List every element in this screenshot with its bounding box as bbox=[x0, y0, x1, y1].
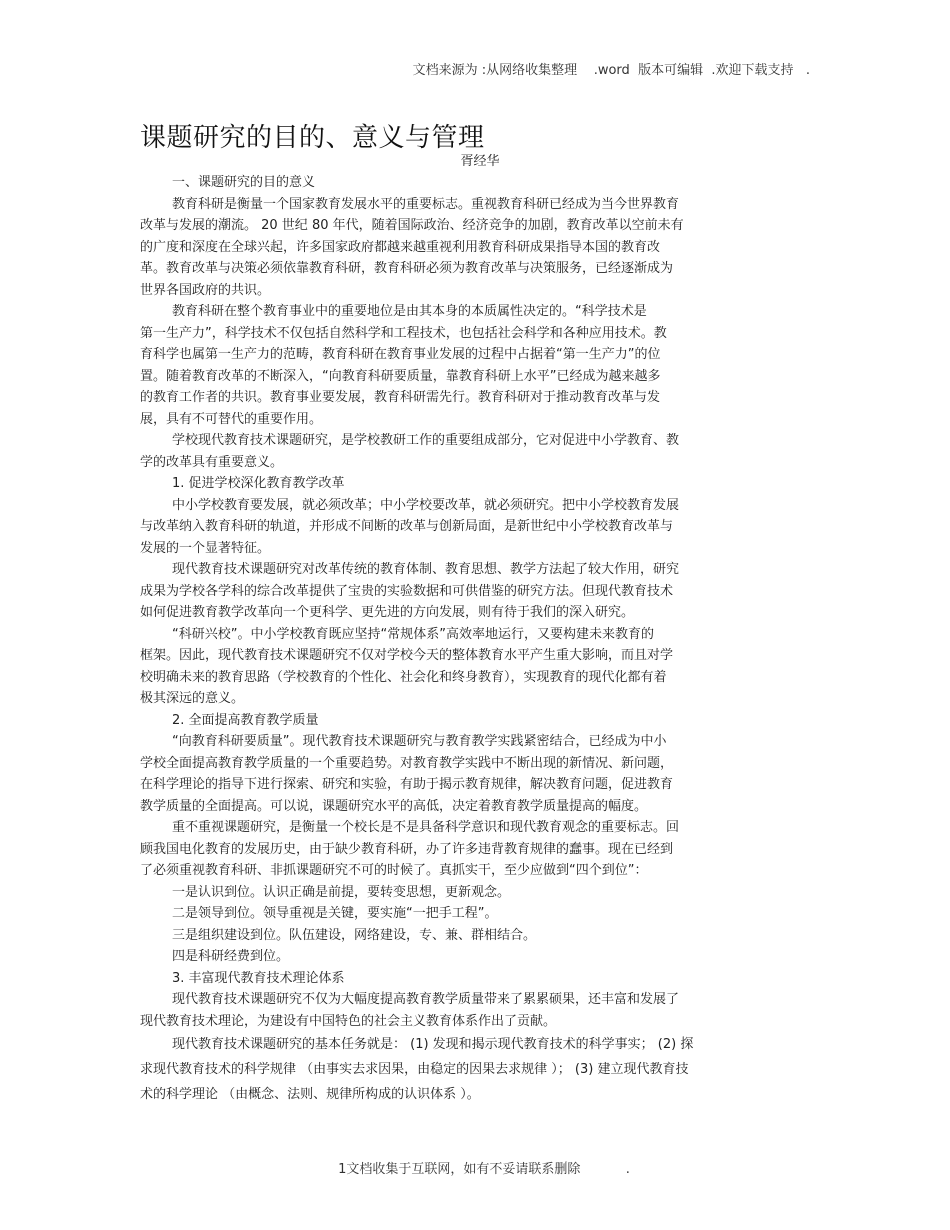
paragraph-line: 现代教育技术课题研究的基本任务就是： (1) 发现和揭示现代教育技术的科学事实； (2) 探 bbox=[172, 1037, 694, 1052]
paragraph-line: 框架。因此，现代教育技术课题研究不仅对学校今天的整体教育水平产生重大影响，而且对学 bbox=[140, 648, 674, 663]
final-paragraph bbox=[140, 1032, 740, 1107]
body-text bbox=[140, 172, 740, 1107]
subsection-heading: 1. 促进学校深化教育教学改革 bbox=[172, 476, 345, 491]
page-header: 文档来源为 :从网络收集整理 .word 版本可编辑 .欢迎下载支持 . bbox=[412, 63, 810, 78]
list-item: 四是科研经费到位。 bbox=[172, 949, 290, 964]
list-item: 三是组织建设到位。队伍建设，网络建设，专、兼、群相结合。 bbox=[172, 927, 537, 943]
paragraph-line: 求现代教育技术的科学规律 （由事实去求因果，由稳定的因果去求规律 ）； (3) 建立现代教育技 bbox=[140, 1062, 689, 1077]
paragraph-line: 革。教育改革与决策必须依靠教育科研，教育科研必须为教育改革与决策服务，已经逐渐成为 bbox=[140, 261, 674, 276]
paragraph-line: 与改革纳入教育科研的轨道，并形成不间断的改革与创新局面，是新世纪中小学校教育改革与 bbox=[140, 519, 674, 534]
paragraph-line: 顾我国电化教育的发展历史，由于缺少教育科研，办了许多违背教育规律的蠢事。现在已经到 bbox=[140, 841, 674, 857]
paragraph-line: 术的科学理论 （由概念、法则、规律所构成的认识体系 ）。 bbox=[140, 1087, 480, 1102]
paragraph-line: 育科学也属第一生产力的范畴，教育科研在教育事业发展的过程中占据着“第一生产力”的位 bbox=[140, 347, 661, 362]
document-title: 课题研究的目的、意义与管理 bbox=[140, 123, 485, 153]
paragraph-line: 教学质量的全面提高。可以说，课题研究水平的高低，决定着教育教学质量提高的幅度。 bbox=[140, 798, 648, 814]
paragraph-line: 的教育工作者的共识。教育事业要发展，教育科研需先行。教育科研对于推动教育改革与发 bbox=[140, 390, 661, 405]
paragraph-line: 学校全面提高教育教学质量的一个重要趋势。对教育教学实践中不断出现的新情况、新问题， bbox=[140, 755, 674, 771]
paragraph-line: 现代教育技术课题研究对改革传统的教育体制、教育思想、教学方法起了较大作用，研究 bbox=[172, 562, 680, 577]
paragraph-line: 教育科研在整个教育事业中的重要地位是由其本身的本质属性决定的。“科学技术是 bbox=[172, 304, 647, 319]
paragraph-line: 在科学理论的指导下进行探索、研究和实验，有助于揭示教育规律，解决教育问题，促进教育 bbox=[140, 777, 674, 792]
author: 胥经华 bbox=[460, 154, 500, 169]
section-heading: 一、课题研究的目的意义 bbox=[172, 175, 316, 190]
list-item: 一是认识到位。认识正确是前提，要转变思想，更新观念。 bbox=[172, 884, 511, 900]
paragraph-line: 现代教育技术课题研究不仅为大幅度提高教育教学质量带来了累累硕果，还丰富和发展了 bbox=[172, 992, 680, 1007]
paragraph-line: 中小学校教育要发展，就必须改革；中小学校要改革，就必须研究。把中小学校教育发展 bbox=[172, 497, 680, 513]
paragraph-line: 学的改革具有重要意义。 bbox=[140, 454, 284, 470]
subsection-heading: 2. 全面提高教育教学质量 bbox=[172, 712, 319, 728]
paragraph-line: 第一生产力”，科学技术不仅包括自然科学和工程技术，也包括社会科学和各种应用技术。教 bbox=[140, 325, 667, 341]
paragraph-line: 现代教育技术理论，为建设有中国特色的社会主义教育体系作出了贡献。 bbox=[140, 1013, 557, 1029]
list-item: 二是领导到位。领导重视是关键，要实施“一把手工程”。 bbox=[172, 906, 498, 921]
paragraph-line: 重不重视课题研究，是衡量一个校长是不是具备科学意识和现代教育观念的重要标志。回 bbox=[172, 820, 680, 835]
paragraph-line: 展，具有不可替代的重要作用。 bbox=[140, 411, 323, 427]
subsection-heading: 3. 丰富现代教育技术理论体系 bbox=[172, 970, 345, 986]
paragraph-line: 世界各国政府的共识。 bbox=[140, 282, 271, 298]
paragraph-line: 校明确未来的教育思路（学校教育的个性化、社会化和终身教育），实现教育的现代化都有着 bbox=[140, 669, 667, 685]
paragraph-line: 极其深远的意义。 bbox=[140, 691, 245, 706]
paragraph-line: “科研兴校”。中小学校教育既应坚持“常规体系”高效率地运行，又要构建未来教育的 bbox=[172, 626, 654, 642]
paragraph-line: 了必须重视教育科研、非抓课题研究不可的时候了。真抓实干，至少应做到“四个到位”： bbox=[140, 863, 648, 878]
paragraph-line: 学校现代教育技术课题研究，是学校教研工作的重要组成部分，它对促进中小学教育、教 bbox=[172, 433, 680, 448]
page-footer: 1文档收集于互联网，如有不妥请联系删除 . bbox=[338, 1162, 630, 1177]
paragraph-line: 改革与发展的潮流。 20 世纪 80 年代，随着国际政治、经济竞争的加剧，教育改革以空前未有 bbox=[140, 218, 684, 233]
paragraph-line: 成果为学校各学科的综合改革提供了宝贵的实验数据和可供借鉴的研究方法。但现代教育技术 bbox=[140, 583, 674, 599]
paragraph-line: 的广度和深度在全球兴起，许多国家政府都越来越重视利用教育科研成果指导本国的教育改 bbox=[140, 239, 661, 255]
paragraph-line: 发展的一个显著特征。 bbox=[140, 540, 271, 556]
paragraph-line: 如何促进教育教学改革向一个更科学、更先进的方向发展，则有待于我们的深入研究。 bbox=[140, 605, 635, 620]
paragraph-line: 置。随着教育改革的不断深入，“向教育科研要质量，靠教育科研上水平”已经成为越来越多 bbox=[140, 368, 661, 384]
paragraph-line: “向教育科研要质量”。现代教育技术课题研究与教育教学实践紧密结合，已经成为中小 bbox=[172, 734, 667, 749]
paragraph-line: 教育科研是衡量一个国家教育发展水平的重要标志。重视教育科研已经成为当今世界教育 bbox=[172, 196, 680, 212]
